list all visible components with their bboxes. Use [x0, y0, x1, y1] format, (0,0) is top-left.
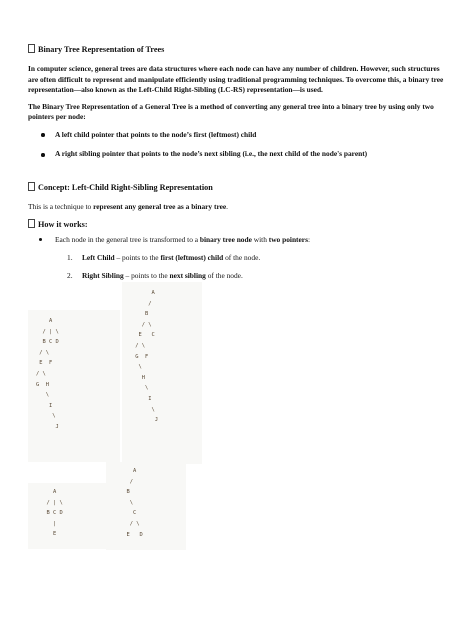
heading-text: Concept: Left-Child Right-Sibling Representation [38, 182, 213, 192]
section-heading-concept [28, 182, 446, 193]
tree-line: A [36, 318, 53, 324]
tree-line: / \ [132, 342, 145, 349]
how-list [28, 235, 446, 246]
heading-text: Binary Tree Representation of Trees [38, 45, 165, 54]
tree-line: \ [132, 385, 149, 392]
missing-glyph-icon [28, 219, 35, 228]
tree-line: \ [132, 406, 155, 413]
tree-line: / | \ [40, 499, 63, 506]
pointer-list [28, 130, 446, 160]
binary-tree-diagram [122, 282, 202, 464]
tree-line: / \ [36, 349, 49, 356]
tree-line: B [132, 311, 149, 318]
how-it-works-heading: How it works: [28, 219, 446, 230]
tree-line: A [40, 489, 57, 495]
tree-line: / | \ [36, 328, 59, 335]
list-item-left-child: A left child pointer that points to the node’s first (leftmost) child [28, 130, 446, 141]
general-tree-diagram [28, 310, 120, 462]
list-item: Each node in the general tree is transformed to a binary tree node with two pointers: [28, 235, 446, 246]
list-item-right-sibling: A right sibling pointer that points to the node’s next sibling (i.e., the next child of the node's parent) [28, 149, 446, 160]
tree-line: A [120, 468, 137, 474]
tree-lines [106, 466, 186, 540]
simple-general-tree-diagram [28, 483, 106, 549]
tree-lines [28, 487, 106, 540]
tree-line: \ [120, 499, 133, 506]
missing-glyph-icon [28, 182, 35, 191]
definition-paragraph: The Binary Tree Representation of a General Tree is a method of converting any general tree into a binary tree by using only two pointers per node: [28, 101, 434, 122]
list-item: 1. Left Child – points to the first (leftmost) child of the node. [67, 253, 261, 263]
tree-line: H [132, 374, 145, 381]
technique-paragraph: This is a technique to represent any general tree as a binary tree. [28, 201, 229, 211]
document-page [28, 44, 446, 288]
tree-line: C [120, 510, 137, 517]
tree-line: G H [36, 381, 49, 388]
tree-line: J [132, 417, 158, 424]
tree-line: A [132, 290, 155, 296]
tree-lines [122, 288, 202, 426]
tree-line: B C D [36, 339, 59, 346]
tree-lines [28, 316, 120, 433]
tree-line: E D [120, 531, 143, 538]
list-item: 2. Right Sibling – points to the next sibling of the node. [67, 270, 243, 280]
simple-binary-tree-diagram [106, 462, 186, 550]
tree-line: / [132, 300, 152, 307]
tree-line: / \ [132, 321, 152, 328]
tree-line: I [36, 402, 53, 409]
tree-line: | [40, 520, 57, 527]
missing-glyph-icon [28, 44, 35, 53]
tree-line: I [132, 395, 152, 402]
tree-line: G F [132, 353, 149, 360]
tree-line: E F [36, 360, 53, 367]
section-heading-binary-tree [28, 44, 446, 55]
tree-line: / \ [36, 370, 46, 377]
tree-line: J [36, 423, 59, 430]
intro-paragraph: In computer science, general trees are data structures where each node can have any number of children. However, such structures are often difficult to represent and manipulate efficiently using traditional programming techniques. To overcome this, a binary tree representation—also known as the Left-Child Right-Sibling (LC-RS) representation—is used. [28, 64, 444, 95]
tree-line: / [120, 478, 133, 485]
tree-line: \ [36, 392, 49, 399]
tree-line: B [120, 489, 130, 496]
tree-line: E [40, 531, 57, 538]
tree-line: B C D [40, 510, 63, 517]
tree-line: \ [36, 413, 56, 420]
tree-line: / \ [120, 520, 140, 527]
tree-line: \ [132, 364, 142, 371]
tree-line: E C [132, 332, 155, 339]
pointer-steps-list [28, 253, 446, 281]
